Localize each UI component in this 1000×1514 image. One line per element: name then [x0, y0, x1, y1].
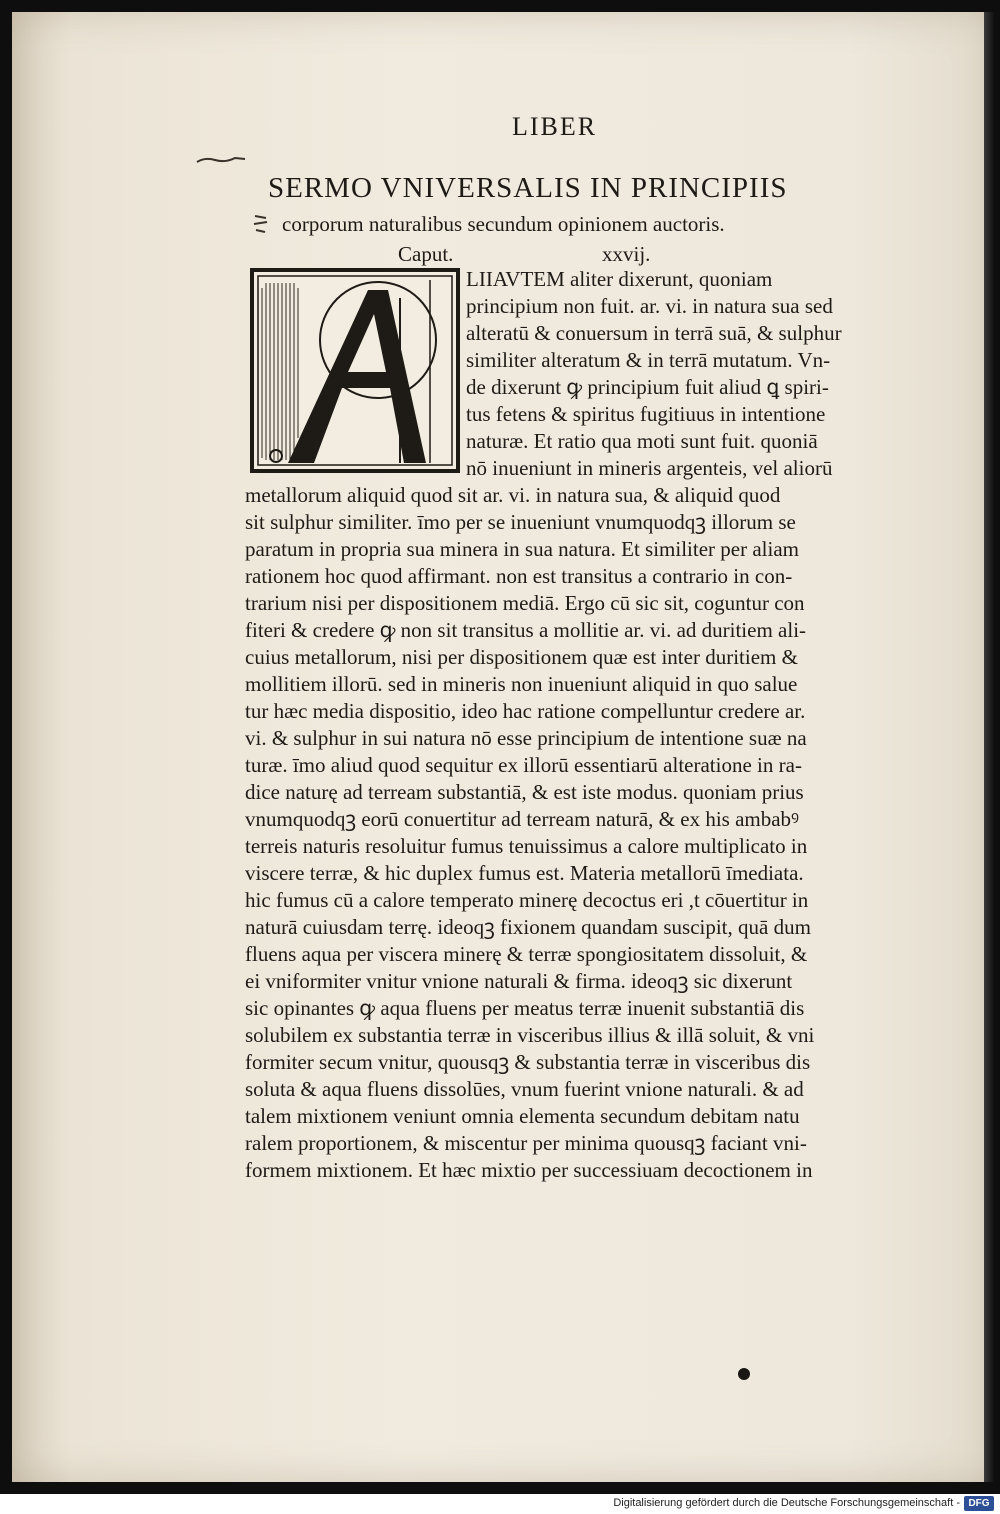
- text-line: fluens aqua per viscera minerę & terræ spongiositatem dissoluit, &: [245, 942, 808, 966]
- text-line: de dixerunt ꝙ principium fuit aliud ꝗ spiri-: [466, 375, 829, 399]
- page-spine-shadow: [984, 12, 994, 1482]
- margin-ink-mark: [252, 212, 270, 236]
- text-line: similiter alteratum & in terrā mutatum. Vn-: [466, 348, 831, 372]
- decorated-initial-letter-A: [250, 268, 460, 473]
- chapter-number: xxvij.: [602, 242, 651, 266]
- running-head: LIBER: [512, 112, 598, 141]
- text-line: talem mixtionem veniunt omnia elementa secundum debitam natu: [245, 1104, 800, 1128]
- text-line: turæ. īmo aliud quod sequitur ex illorū essentiarū alteratione in ra-: [245, 753, 802, 777]
- text-line: naturæ. Et ratio qua moti sunt fuit. quoniā: [466, 429, 818, 453]
- text-line: metallorum aliquid quod sit ar. vi. in natura sua, & aliquid quod: [245, 483, 781, 507]
- text-line: paratum in propria sua minera in sua natura. Et similiter per aliam: [245, 537, 799, 561]
- text-line: hic fumus cū a calore temperato minerę decoctus eri ,t cōuertitur in: [245, 888, 809, 912]
- text-line: principium non fuit. ar. vi. in natura sua sed: [466, 294, 833, 318]
- text-line: sit sulphur similiter. īmo per se inueniunt vnumquodqꝫ illorum se: [245, 510, 796, 534]
- text-line: formiter secum vnitur, quousqꝫ & substantia terræ in visceribus dis: [245, 1050, 811, 1074]
- text-line: soluta & aqua fluens dissolūes, vnum fuerint vnione naturali. & ad: [245, 1077, 804, 1101]
- footer-credit: Digitalisierung gefördert durch die Deutsche Forschungsgemeinschaft -: [613, 1497, 960, 1509]
- text-line: viscere terræ, & hic duplex fumus est. Materia metallorū īmediata.: [245, 861, 804, 885]
- chapter-title: SERMO VNIVERSALIS IN PRINCIPIIS: [268, 172, 788, 204]
- text-line: fiteri & credere ꝙ non sit transitus a mollitie ar. vi. ad duritiem ali-: [245, 618, 807, 642]
- chapter-subtitle: corporum naturalibus secundum opinionem auctoris.: [282, 212, 725, 236]
- digitization-footer: [0, 1494, 1000, 1514]
- text-line: formem mixtionem. Et hæc mixtio per successiuam decoctionem in: [245, 1158, 813, 1182]
- text-line: terreis naturis resoluitur fumus tenuissimus a calore multiplicato in: [245, 834, 808, 858]
- margin-ink-mark: [195, 154, 247, 166]
- text-line: rationem hoc quod affirmant. non est transitus a contrario in con-: [245, 564, 793, 588]
- text-line: ralem proportionem, & miscentur per minima quousqꝫ faciant vni-: [245, 1131, 807, 1155]
- text-line: sic opinantes ꝙ aqua fluens per meatus terræ inuenit substantiā dis: [245, 996, 805, 1020]
- text-line: naturā cuiusdam terrę. ideoqꝫ fixionem quandam suscipit, quā dum: [245, 915, 811, 939]
- chapter-caput-label: Caput.: [398, 242, 454, 266]
- text-line: vnumquodqꝫ eorū conuertitur ad terream naturā, & ex his ambabꝰ: [245, 807, 800, 831]
- text-line: solubilem ex substantia terræ in visceribus illius & illā soluit, & vni: [245, 1023, 815, 1047]
- text-line: LIIAVTEM aliter dixerunt, quoniam: [466, 267, 773, 291]
- text-line: vi. & sulphur in sui natura nō esse principium de intentione suæ na: [245, 726, 807, 750]
- text-line: mollitiem illorū. sed in mineris non inueniunt aliquid in quo salue: [245, 672, 798, 696]
- text-line: trarium nisi per dispositionem mediā. Ergo cū sic sit, coguntur con: [245, 591, 805, 615]
- dfg-logo: DFG: [964, 1496, 994, 1511]
- text-line: ei vniformiter vnitur vnione naturali & firma. ideoqꝫ sic dixerunt: [245, 969, 793, 993]
- text-line: dice naturę ad terream substantiā, & est iste modus. quoniam prius: [245, 780, 804, 804]
- text-line: nō inueniunt in mineris argenteis, vel aliorū: [466, 456, 833, 480]
- text-line: alteratū & conuersum in terrā suā, & sulphur: [466, 321, 842, 345]
- text-line: cuius metallorum, nisi per dispositionem quæ est inter duritiem &: [245, 645, 798, 669]
- ink-dot: [738, 1368, 750, 1380]
- text-line: tus fetens & spiritus fugitiuus in intentione: [466, 402, 826, 426]
- text-line: tur hæc media dispositio, ideo hac ratione compelluntur credere ar.: [245, 699, 806, 723]
